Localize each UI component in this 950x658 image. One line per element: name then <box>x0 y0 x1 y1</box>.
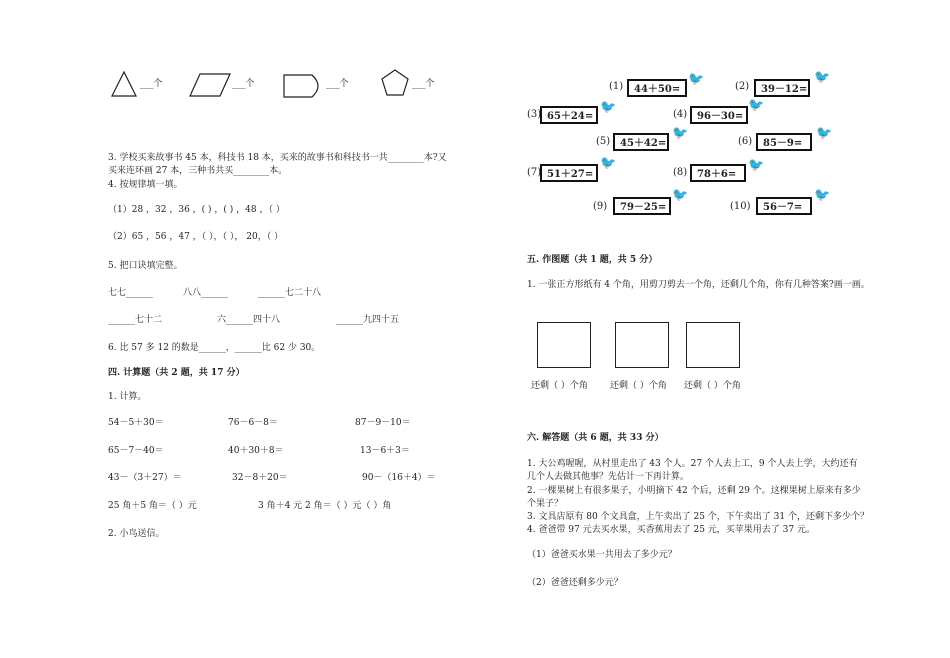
bird-icon: 🐦 <box>814 188 831 203</box>
parallelogram-count: ___个 <box>232 79 255 89</box>
rhyme-item: 六______四十八 <box>217 315 281 325</box>
calc-item: 13－6＋3＝ <box>360 446 410 456</box>
square-caption: 还剩（ ）个角 <box>610 381 667 391</box>
answer-q2-line2: 个果子？ <box>527 499 564 509</box>
bird-icon: 🐦 <box>672 126 689 141</box>
parallelogram-shape <box>188 72 232 98</box>
answer-q4: 4. 爸爸带 97 元去买水果，买香蕉用去了 25 元，买苹果用去了 37 元。 <box>527 525 815 535</box>
bird-icon: 🐦 <box>688 72 705 87</box>
question-3-line2: 买来连环画 27 本，三种书共买________本。 <box>108 166 288 176</box>
rhyme-item: 八八______ <box>183 288 229 298</box>
calc-item: 87－9－10＝ <box>355 418 411 428</box>
answer-q4-sub1: （1）爸爸买水果一共用去了多少元？ <box>527 550 677 560</box>
expression-box: 78＋6= <box>690 164 746 182</box>
box-number: (4) <box>673 109 688 120</box>
box-number: (8) <box>673 167 688 178</box>
pentagon-arrow-shape <box>282 73 326 99</box>
bird-icon: 🐦 <box>672 188 689 203</box>
expression-box: 39－12= <box>754 79 810 97</box>
question-5-title: 5. 把口诀填完整。 <box>108 261 183 271</box>
expression-box: 51＋27= <box>540 164 598 182</box>
box-number: (5) <box>596 136 611 147</box>
answer-q1-line2: 几个人去做其他事？先估计一下再计算。 <box>527 472 690 482</box>
section-5-title: 五. 作图题（共 1 题，共 5 分） <box>527 255 658 265</box>
square-paper <box>615 322 669 368</box>
question-4-part1: （1）28 ，32 ，36 ，( ) ，( ) ，48 ，（ ） <box>108 205 285 215</box>
calc-item: 3 角＋4 元 2 角＝（ ）元（ ）角 <box>258 501 392 511</box>
rhyme-item: ______七二十八 <box>258 288 322 298</box>
section-6-title: 六. 解答题（共 6 题，共 33 分） <box>527 433 664 443</box>
question-4-title: 4. 按规律填一填。 <box>108 180 183 190</box>
bird-icon: 🐦 <box>814 70 831 85</box>
square-caption: 还剩（ ）个角 <box>531 381 588 391</box>
bird-icon: 🐦 <box>816 126 833 141</box>
calc-item: 32－8＋20＝ <box>232 473 288 483</box>
square-paper <box>537 322 591 368</box>
triangle-shape <box>110 70 138 98</box>
question-3-line1: 3. 学校买来故事书 45 本，科技书 18 本，买来的故事书和科技书一共________本?又 <box>108 153 447 163</box>
pentagon-shape <box>380 68 410 98</box>
answer-q4-sub2: （2）爸爸还剩多少元？ <box>527 578 623 588</box>
expression-box: 56－7= <box>756 197 812 215</box>
rhyme-item: ______七十二 <box>108 315 163 325</box>
question-4-part2: （2）65 ，56 ，47 ，（ ），（ ）， 20，（ ） <box>108 232 284 242</box>
calc-item: 40＋30＋8＝ <box>228 446 284 456</box>
expression-box: 79－25= <box>613 197 671 215</box>
expression-box: 44＋50= <box>627 79 687 97</box>
calc-item: 65－7－40＝ <box>108 446 164 456</box>
question-6: 6. 比 57 多 12 的数是______，______比 62 少 30。 <box>108 343 321 353</box>
square-caption: 还剩（ ）个角 <box>684 381 741 391</box>
answer-q1-line1: 1. 大公鸡喔喔，从村里走出了 43 个人。27 个人去上工，9 个人去上学，大约还有 <box>527 459 858 469</box>
triangle-count: ___个 <box>140 79 163 89</box>
answer-q2-line1: 2. 一棵果树上有很多果子，小明摘下 42 个后，还剩 29 个。这棵果树上原来有多少 <box>527 486 861 496</box>
box-number: (1) <box>609 81 624 92</box>
box-number: (10) <box>730 201 751 212</box>
box-number: (7) <box>527 167 542 178</box>
calc-item: 54－5＋30＝ <box>108 418 164 428</box>
expression-box: 65＋24= <box>540 106 598 124</box>
box-number: (9) <box>593 201 608 212</box>
section-4-title: 四. 计算题（共 2 题，共 17 分） <box>108 368 245 378</box>
calc-item: 90－（16＋4）＝ <box>362 473 436 483</box>
calc-item: 76－6－8＝ <box>228 418 278 428</box>
answer-q3: 3. 文具店原有 80 个文具盒，上午卖出了 25 个，下午卖出了 31 个，还剩下多少个？ <box>527 512 869 522</box>
calc-item: 43－（3＋27）＝ <box>108 473 182 483</box>
bird-icon: 🐦 <box>600 100 617 115</box>
pentagon-count: ___个 <box>412 79 435 89</box>
square-paper <box>686 322 740 368</box>
expression-box: 96－30= <box>690 106 748 124</box>
bird-icon: 🐦 <box>748 98 765 113</box>
bird-icon: 🐦 <box>600 156 617 171</box>
rhyme-item: ______九四十五 <box>336 315 400 325</box>
calc-item: 25 角＋5 角＝（ ）元 <box>108 501 197 511</box>
arrow-shape-count: ___个 <box>326 79 349 89</box>
bird-icon: 🐦 <box>748 158 765 173</box>
expression-box: 45＋42= <box>613 133 669 151</box>
expression-box: 85－9= <box>756 133 812 151</box>
box-number: (2) <box>735 81 750 92</box>
calc-title: 1. 计算。 <box>108 392 147 402</box>
box-number: (6) <box>738 136 753 147</box>
bird-letter-title: 2. 小鸟送信。 <box>108 529 165 539</box>
rhyme-item: 七七______ <box>108 288 154 298</box>
box-number: (3) <box>527 109 542 120</box>
draw-question: 1. 一张正方形纸有 4 个角，用剪刀剪去一个角，还剩几个角，你有几种答案?画一画。 <box>527 280 870 290</box>
